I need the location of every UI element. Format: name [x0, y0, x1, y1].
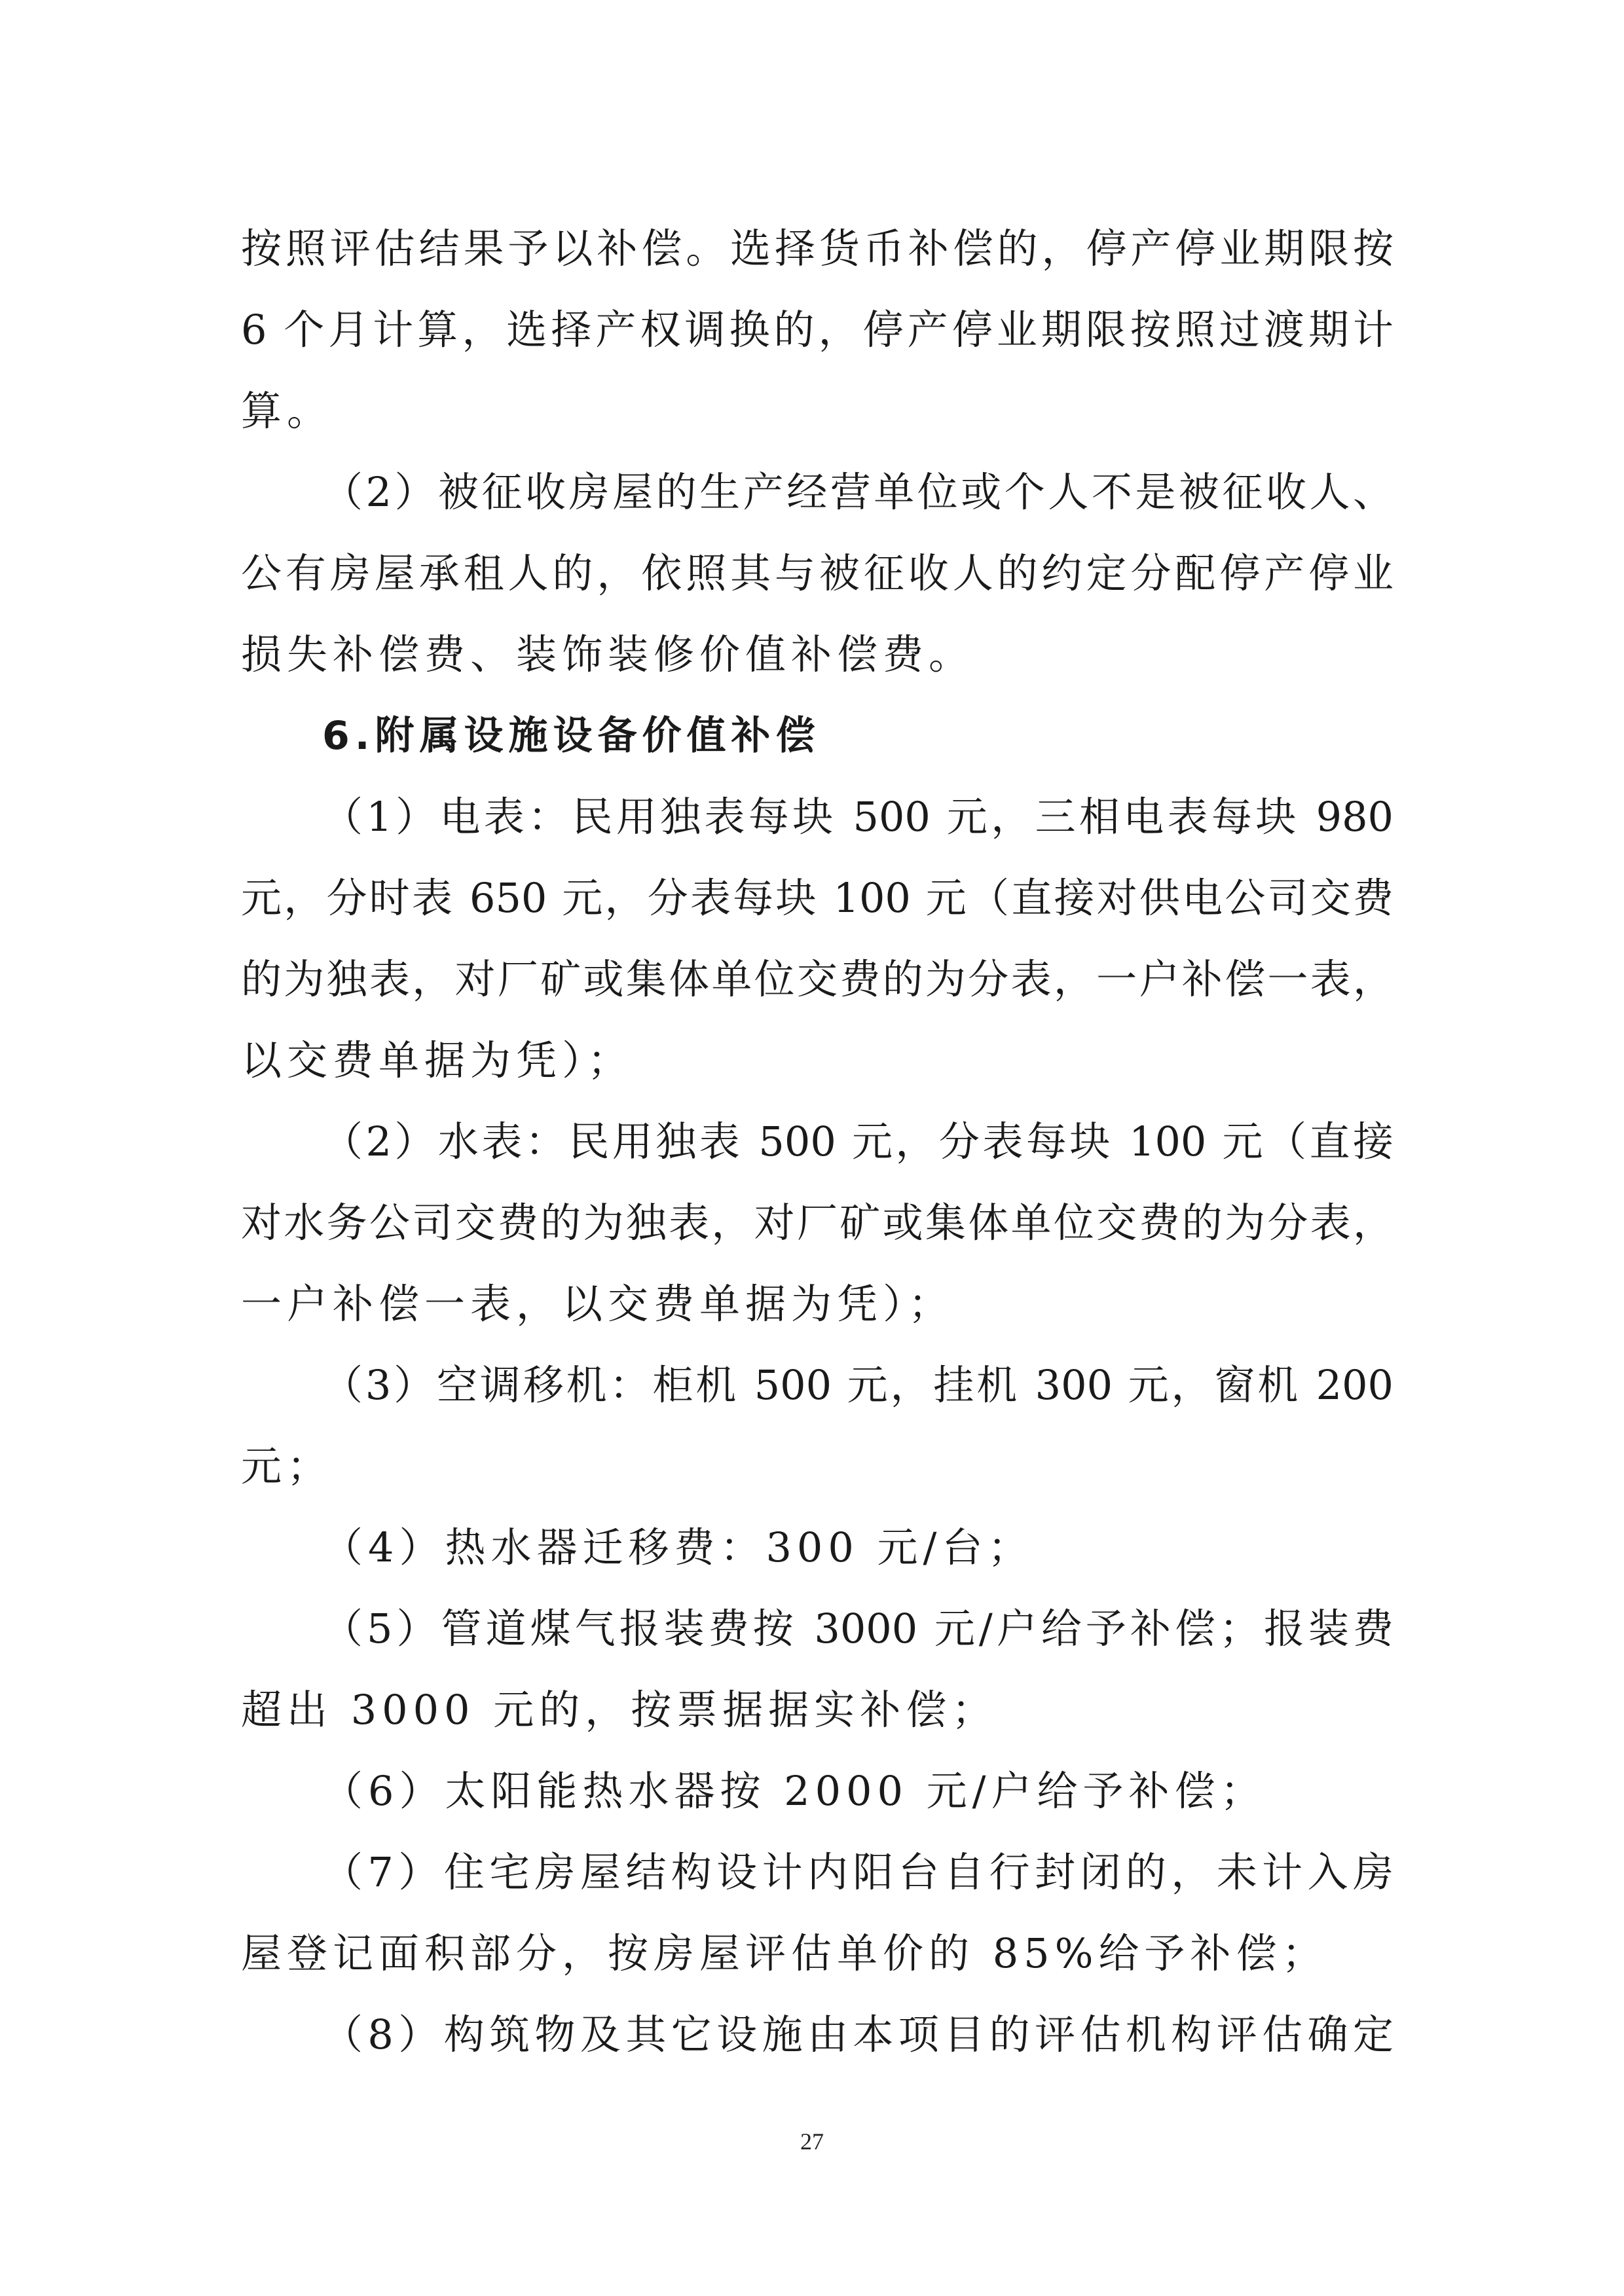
- text-line: 损失补偿费、装饰装修价值补偿费。: [241, 630, 975, 678]
- paragraph-start-line: （1）电表：民用独表每块 500 元，三相电表每块 980: [322, 793, 1393, 841]
- text-line: 按照评估结果予以补偿。选择货币补偿的，停产停业期限按: [241, 225, 1393, 272]
- text-line: 元，分时表 650 元，分表每块 100 元（直接对供电公司交费: [241, 874, 1393, 922]
- text-line: 以交费单据为凭）；: [241, 1036, 634, 1084]
- section-heading: 6.附属设施设备价值补偿: [322, 713, 821, 759]
- text-line: 的为独表，对厂矿或集体单位交费的为分表，一户补偿一表，: [241, 955, 1393, 1003]
- text-line: 公有房屋承租人的，依照其与被征收人的约定分配停产停业: [241, 549, 1393, 597]
- text-line: 元；: [241, 1442, 333, 1490]
- text-line: 6 个月计算，选择产权调换的，停产停业期限按照过渡期计: [241, 306, 1393, 354]
- paragraph-start-line: （2）被征收房屋的生产经营单位或个人不是被征收人、: [322, 468, 1393, 516]
- paragraph-start-line: （7）住宅房屋结构设计内阳台自行封闭的，未计入房: [322, 1848, 1393, 1896]
- paragraph-start-line: （2）水表：民用独表 500 元，分表每块 100 元（直接: [322, 1118, 1393, 1165]
- text-line: 算。: [241, 387, 333, 435]
- text-line: 对水务公司交费的为独表，对厂矿或集体单位交费的为分表，: [241, 1199, 1393, 1247]
- paragraph-start-line: （3）空调移机：柜机 500 元，挂机 300 元，窗机 200: [322, 1361, 1393, 1409]
- text-line: 超出 3000 元的，按票据据实补偿；: [241, 1686, 998, 1734]
- paragraph-start-line: （8）构筑物及其它设施由本项目的评估机构评估确定: [322, 2011, 1393, 2058]
- paragraph-start-line: （6）太阳能热水器按 2000 元/户给予补偿；: [322, 1767, 1266, 1815]
- paragraph-start-line: （4）热水器迁移费：300 元/台；: [322, 1523, 1034, 1571]
- text-line: 一户补偿一表，以交费单据为凭）；: [241, 1280, 955, 1328]
- body-text: [241, 208, 1393, 2075]
- paragraph-start-line: （5）管道煤气报装费按 3000 元/户给予补偿；报装费: [322, 1605, 1393, 1652]
- page-number: 27: [800, 2128, 824, 2155]
- text-line: 屋登记面积部分，按房屋评估单价的 85%给予补偿；: [241, 1929, 1328, 1977]
